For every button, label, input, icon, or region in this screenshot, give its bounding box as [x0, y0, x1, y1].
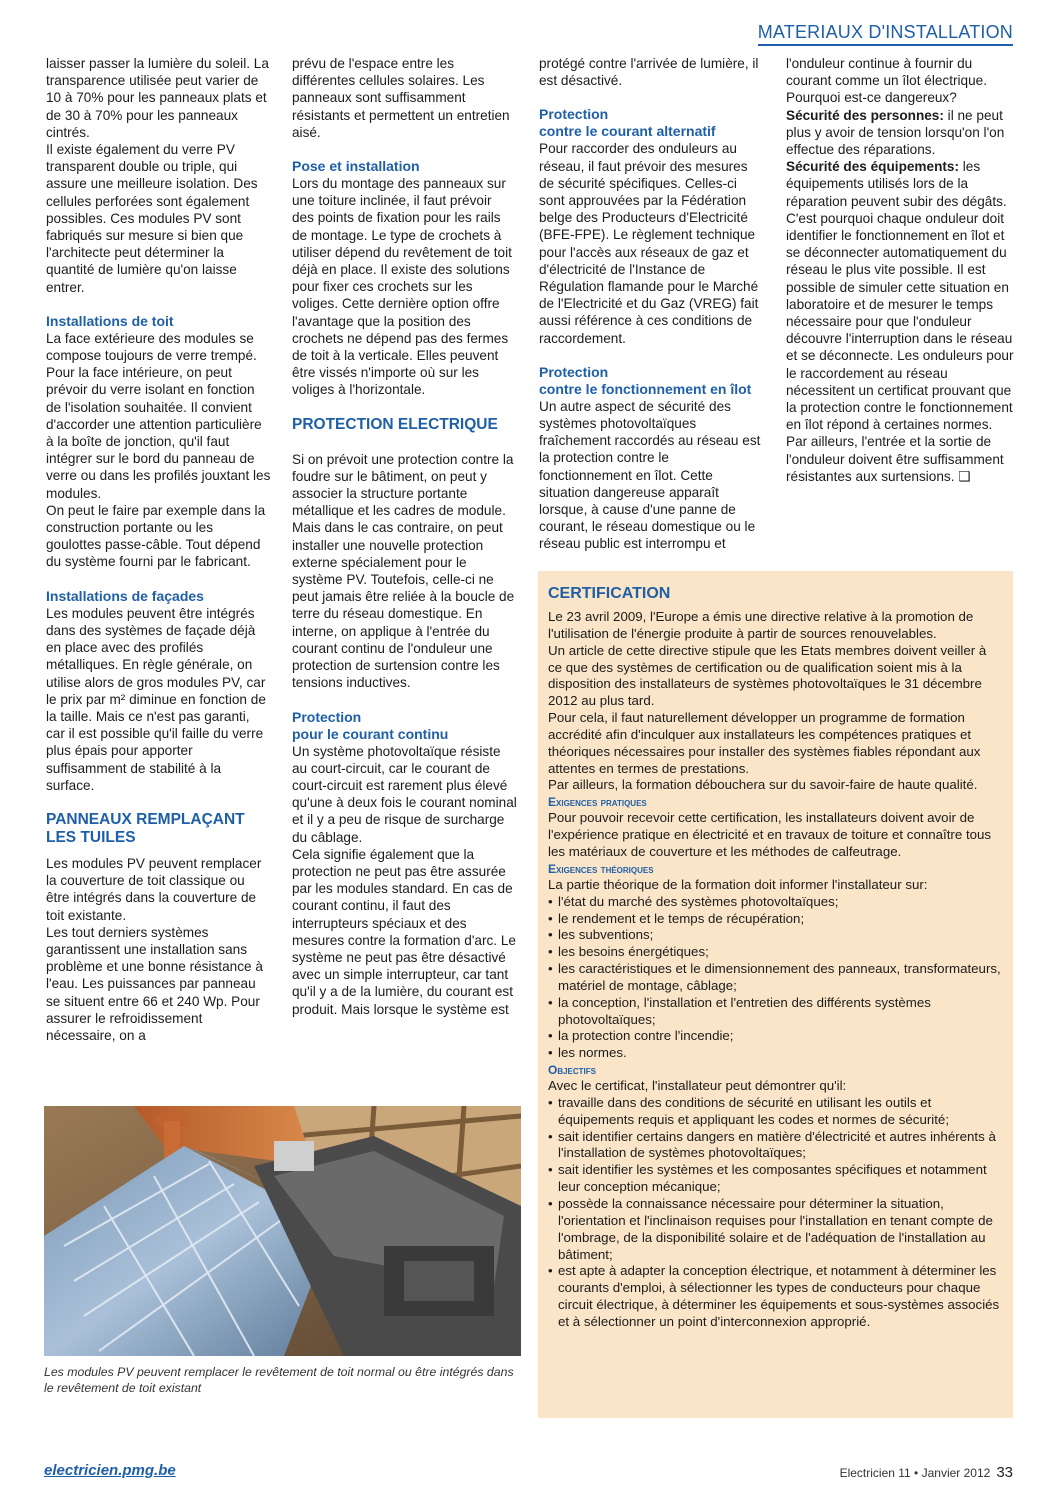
col4-paragraph: C'est pourquoi chaque onduleur doit identifier le fonctionnement en îlot et se déconnecter automatiquement du réseau le plus vite possible. Il est possible de simuler cette situation en laboratoire et de mesurer le temps nécessaire pour que l'onduleur découvre l'interruption dans le réseau et se déconnecte. Les onduleurs pour le raccordement au réseau nécessitent un certificat prouvant que la protection contre le fonctionnement en îlot répond à certaines normes. Par ailleurs, l'entrée et la sortie de l'onduleur doivent être suffisamment résistantes aux surtensions. ❑	[786, 210, 1014, 484]
col3-paragraph: protégé contre l'arrivée de lumière, il est désactivé.	[539, 56, 759, 89]
list-item: • le rendement et le temps de récupération;	[548, 911, 1003, 928]
heading-courant-alternatif: Protection contre le courant alternatif	[539, 106, 716, 140]
subheading-objectifs: Objectifs	[548, 1063, 597, 1078]
list-item: • possède la connaissance nécessaire pour déterminer la situation, l'orientation et l'inclinaison requises pour l'installation en tenant compte de l'ombrage, de la disponibilité solaire et de l'adéquation de l'installation au bâtiment;	[548, 1196, 1003, 1263]
issue-label: Electricien 11 • Janvier 2012	[839, 1466, 991, 1480]
article-column-4	[786, 55, 1014, 485]
label-securite-personnes: Sécurité des personnes:	[786, 107, 944, 123]
list-item: • est apte à adapter la conception électrique, et notamment à déterminer les courants d'emploi, à sélectionner les types de conducteurs pour chaque circuit électrique, à déterminer les équipements et sous-systèmes associés et à sélectionner un point d'interconnexion approprié.	[548, 1263, 1003, 1330]
subheading-exigences-theoriques: Exigences théoriques	[548, 861, 654, 876]
col4-paragraph: l'onduleur continue à fournir du courant comme un îlot électrique. Pourquoi est-ce dangereux?	[786, 56, 987, 106]
label-securite-equipements: Sécurité des équipements:	[786, 159, 959, 175]
list-item: • sait identifier certains dangers en matière d'électricité et autres inhérents à l'installation de systèmes photovoltaïques;	[548, 1129, 1003, 1163]
certification-title: CERTIFICATION	[548, 585, 671, 602]
list-item: • la conception, l'installation et l'entretien des différents systèmes photovoltaïques;	[548, 995, 1003, 1029]
list-item: • les normes.	[548, 1045, 1003, 1062]
col1-paragraph: Les tout derniers systèmes garantissent une installation sans problème et une bonne résistance à l'eau. Les puissances par panneau se situent entre 66 et 240 Wp. Pour assurer le refroidissement nécessaire, on a	[46, 924, 263, 1043]
cert-paragraph: Pour cela, il faut naturellement développer un programme de formation accrédité afin d'inculquer aux installateurs les compétences pratiques et théoriques nécessaires pour installer des systèmes fiables répondant aux attentes en termes de prestations.	[548, 710, 981, 776]
col1-paragraph: Les modules peuvent être intégrés dans des systèmes de façade déjà en place avec des profilés métalliques. En règle générale, on utilise alors de gros modules PV, car le prix par m² diminue en fonction de la taille. Mais ce n'est pas garanti, car il est possible qu'il faille du verre plus épais pour apporter suffisamment de stabilité à la surface.	[46, 605, 266, 793]
heading-protection-electrique: PROTECTION ELECTRIQUE	[292, 415, 498, 433]
theory-list	[548, 894, 1003, 1062]
objectives-list	[548, 1095, 1003, 1331]
list-item: • les subventions;	[548, 927, 1003, 944]
col4-paragraph: Sécurité des personnes: il ne peut plus y avoir de tension lorsqu'on l'on effectue des réparations.	[786, 107, 1005, 158]
col1-paragraph: La face extérieure des modules se compose toujours de verre trempé. Pour la face intérieure, on peut prévoir du verre isolant en fonction de l'isolation souhaitée. Il convient d'accorder une attention particulière à la boîte de jonction, qu'il faut intégrer sur le bord du panneau de verre ou dans les profilés jouxtant les modules.	[46, 330, 271, 501]
cert-paragraph: La partie théorique de la formation doit informer l'installateur sur:	[548, 876, 928, 892]
list-item: • travaille dans des conditions de sécurité en utilisant les outils et équipements requis et appliquant les codes et normes de sécurité;	[548, 1095, 1003, 1129]
article-column-3	[539, 55, 761, 553]
list-item: • sait identifier les systèmes et les composantes spécifiques et notamment leur conception mécanique;	[548, 1162, 1003, 1196]
article-column-2	[292, 55, 517, 1018]
cert-paragraph: Le 23 avril 2009, l'Europe a émis une directive relative à la promotion de l'utilisation de l'énergie produite à partir de sources renouvelables.	[548, 609, 974, 641]
list-item: • l'état du marché des systèmes photovoltaïques;	[548, 894, 1003, 911]
col1-paragraph: On peut le faire par exemple dans la construction portante ou les goulottes passe-câble. Tout dépend du système fourni par le fabricant.	[46, 502, 266, 570]
end-of-article-icon: ❑	[958, 468, 971, 484]
heading-fonctionnement-ilot: Protection contre le fonctionnement en îlot	[539, 363, 752, 397]
page-number: 33	[996, 1464, 1013, 1481]
photo-caption: Les modules PV peuvent remplacer le revêtement de toit normal ou être intégrés dans le revêtement de toit existant	[44, 1365, 514, 1395]
article-column-1	[46, 55, 271, 1044]
list-item: • les besoins énergétiques;	[548, 944, 1003, 961]
col2-paragraph: Un système photovoltaïque résiste au court-circuit, car le courant de court-circuit est rarement plus élevé qu'une à deux fois le courant nominal et il y a peu de risque de surcharge du câblage.	[292, 743, 517, 845]
col3-paragraph: Pour raccorder des onduleurs au réseau, il faut prévoir des mesures de sécurité spécifiques. Celles-ci sont approuvées par la Fédération belge des Producteurs d'Electricité (BFE-FPE). Le règlement technique pour l'accès aux réseaux de gaz et d'électricité de l'Instance de Régulation flamande pour le Marché de l'Electricité et du Gaz (VREG) fait aussi référence à ces conditions de raccordement.	[539, 141, 759, 346]
heading-pose-installation: Pose et installation	[292, 158, 420, 175]
section-title: MATERIAUX D'INSTALLATION	[758, 22, 1013, 46]
col1-paragraph: laisser passer la lumière du soleil. La transparence utilisée peut varier de 10 à 70% pour les panneaux plats et de 30 à 70% pour les panneaux cintrés.	[46, 56, 269, 140]
cert-paragraph: Avec le certificat, l'installateur peut démontrer qu'il:	[548, 1078, 847, 1094]
heading-installations-toit: Installations de toit	[46, 312, 174, 329]
cert-paragraph: Un article de cette directive stipule que les Etats membres doivent veiller à ce que des systèmes de certification ou de qualification soient mis à la disposition des installateurs de systèmes photovoltaïques le 31 décembre 2012 au plus tard.	[548, 642, 987, 709]
heading-installations-facades: Installations de façades	[46, 587, 204, 604]
cert-paragraph: Pour pouvoir recevoir cette certification, les installateurs doivent avoir de l'expérience pratique en électricité et en travaux de toiture et connaître tous les matériaux de couverture et les méthodes de calfeutrage.	[548, 810, 992, 859]
website-link[interactable]: electricien.pmg.be	[44, 1462, 176, 1479]
col2-paragraph: Lors du montage des panneaux sur une toiture inclinée, il faut prévoir des points de fixation pour les rails de montage. Le type de crochets à utiliser dépend du revêtement de toit déjà en place. Il existe des solutions pour fixer ces crochets sur les voliges. Cette dernière option offre l'avantage que la position des crochets ne dépend pas des fermes de toit à la verticale. Elles peuvent être vissés n'importe où sur les voliges à l'horizontale.	[292, 176, 512, 398]
col1-paragraph: Il existe également du verre PV transparent double ou triple, qui assure une meilleure isolation. Des cellules perforées sont également possibles. Ces modules PV sont fabriqués sur mesure si bien que l'architecte peut déterminer la quantité de lumière qu'on laisse entrer.	[46, 142, 258, 295]
solar-roof-photo	[44, 1106, 521, 1356]
heading-panneaux-tuiles: PANNEAUX REMPLAÇANT LES TUILES	[46, 810, 245, 846]
subheading-exigences-pratiques: Exigences pratiques	[548, 795, 647, 810]
col2-paragraph: Si on prévoit une protection contre la foudre sur le bâtiment, on peut y associer la structure portante métallique et les cadres de module. Mais dans le cas contraire, on peut installer une nouvelle protection externe spécialement pour le système PV. Toutefois, celle-ci ne peut jamais être reliée à la boucle de terre du réseau domestique. En interne, on applique à l'entrée du courant continu de l'onduleur une protection de surtension contre les tensions inductives.	[292, 451, 515, 691]
list-item: • les caractéristiques et le dimensionnement des panneaux, transformateurs, matériel de montage, câblage;	[548, 961, 1003, 995]
col1-paragraph: Les modules PV peuvent remplacer la couverture de toit classique ou être intégrés dans la couverture de toit existante.	[46, 855, 262, 923]
certification-box	[538, 571, 1013, 1418]
col3-paragraph: Un autre aspect de sécurité des systèmes photovoltaïques fraîchement raccordés au réseau est la protection contre le fonctionnement en îlot. Cette situation dangereuse apparaît lorsque, à cause d'une panne de courant, le réseau domestique ou le réseau public est interrompu et	[539, 398, 761, 552]
col2-paragraph: prévu de l'espace entre les différentes cellules solaires. Les panneaux sont suffisamment résistants et permettent un entretien aisé.	[292, 56, 510, 140]
heading-courant-continu: Protection pour le courant continu	[292, 708, 449, 742]
cert-paragraph: Par ailleurs, la formation débouchera sur du savoir-faire de haute qualité.	[548, 777, 978, 793]
col2-paragraph: Cela signifie également que la protection ne peut pas être assurée par les modules standard. En cas de courant continu, il faut des interrupteurs spéciaux et des mesures contre la formation d'arc. Le système ne peut pas être désactivé avec un simple interrupteur, car tant qu'il y a de la lumière, du courant est produit. Mais lorsque le système est	[292, 846, 516, 1017]
issue-info	[840, 1464, 1013, 1481]
col4-paragraph: Sécurité des équipements: les équipements utilisés lors de la réparation peuvent subir des dégâts.	[786, 159, 1007, 209]
list-item: • la protection contre l'incendie;	[548, 1028, 1003, 1045]
